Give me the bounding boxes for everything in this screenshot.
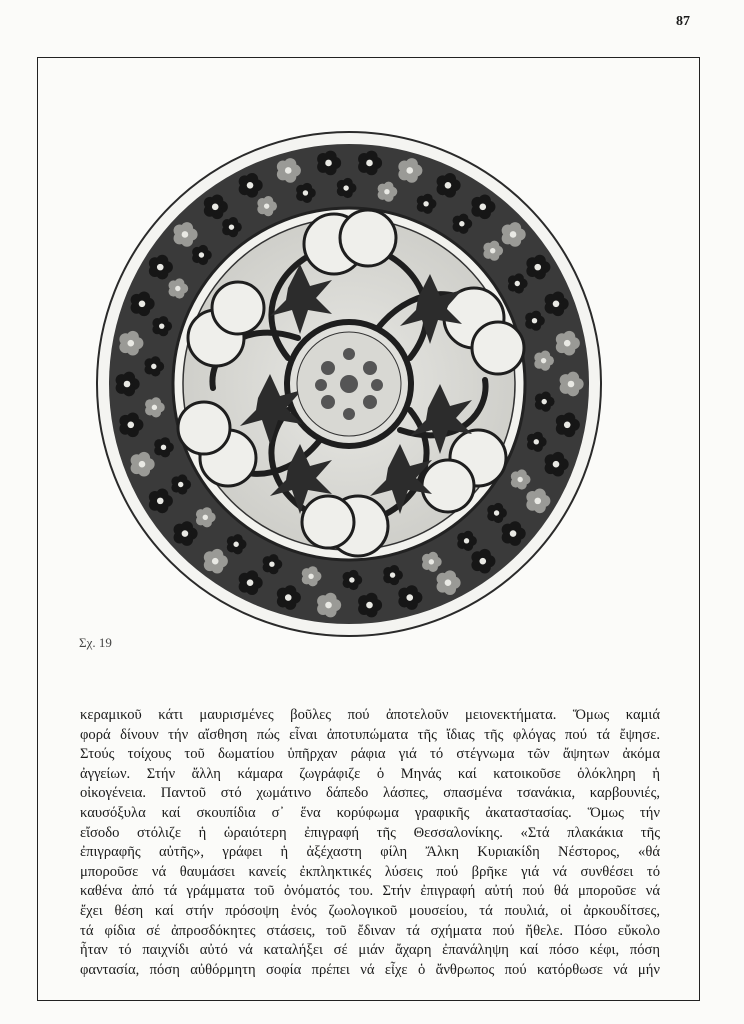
- ornamental-plate-icon: [38, 58, 701, 658]
- text-line: οἰκογένεια. Παντοῦ στό χωμάτινο δάπεδο λάσπες, σπασμένα τσανάκια, καρβουνιές,: [80, 785, 660, 802]
- page-frame: [37, 57, 700, 1001]
- central-rosette: [297, 332, 401, 436]
- text-line: Στούς τοίχους τοῦ δωματίου ὑπῆρχαν ράφια γιά τό στέγνωμα τῶν ἄψητων ἀκόμα: [80, 746, 660, 763]
- text-line: φορά δίνουν τήν αἴσθηση πώς εἶναι ἀποτυπώματα τῆς ἴδιας τῆς φλόγας πού τά ἔψησε.: [80, 726, 660, 743]
- text-line: ἦταν τό παιχνίδι αὐτό νά καταλήξει σέ μιάν ἄχαρη ἐπανάληψη καί πόσο κέφι, πόση: [80, 942, 660, 959]
- figure-plate: [38, 58, 699, 698]
- text-line: ἔχει θέση καί στήν πρόσοψη ἑνός ζωολογικοῦ μουσείου, τά πουλιά, οἱ ἀρκουδίτσες,: [80, 902, 660, 919]
- text-line: καθένα ἀπό τά γράμματα τοῦ ὀνόματός του. Στήν ἐπιγραφή αὐτή πού θά μποροῦσε νά: [80, 883, 660, 900]
- text-line: φαντασία, πόση αὐθόρμητη σοφία πρέπει νά εἶχε ὁ ἄνθρωπος πού κατόρθωσε νά μήν: [80, 961, 660, 978]
- text-line: τά φίδια σέ ἀπροσδόκητες στάσεις, τοῦ ἔδιναν τά σχήματα πού ἤθελε. Πόσο εὔκολο: [80, 922, 660, 939]
- figure-caption: Σχ. 19: [79, 635, 112, 650]
- text-line: ἐπιγραφῆς αὐτῆς», γράφει ἡ ἀξέχαστη φίλη Ἄλκη Κυριακίδη Νέστορος, «θά: [80, 844, 660, 861]
- page-number: 87: [676, 14, 690, 29]
- text-line: ἀγγείων. Στήν ἄλλη κάμαρα ζωγράφιζε ὁ Μηνάς καί κατοικοῦσε ὁλόκληρη ἡ: [80, 765, 660, 782]
- text-line: κεραμικοῦ κάτι μαυρισμένες βοῦλες πού ἀποτελοῦν μειονεκτήματα. Ὅμως καμιά: [80, 707, 660, 723]
- body-text: [80, 706, 660, 980]
- text-line: εἴσοδο στόλιζε ἡ ὡραιότερη ἐπιγραφή τῆς Θεσσαλονίκης. «Στά πλακάκια τῆς: [80, 824, 660, 841]
- text-line: μποροῦσε νά θαυμάσει κανείς ἐκπληκτικές λύσεις πού βρῆκε γιά νά συνθέσει τό: [80, 863, 660, 880]
- text-line: καυσόξυλα καί σκουπίδια σ᾽ ἕνα κορύφωμα γραφικῆς ἀκαταστασίας. Ὅμως τήν: [80, 804, 660, 821]
